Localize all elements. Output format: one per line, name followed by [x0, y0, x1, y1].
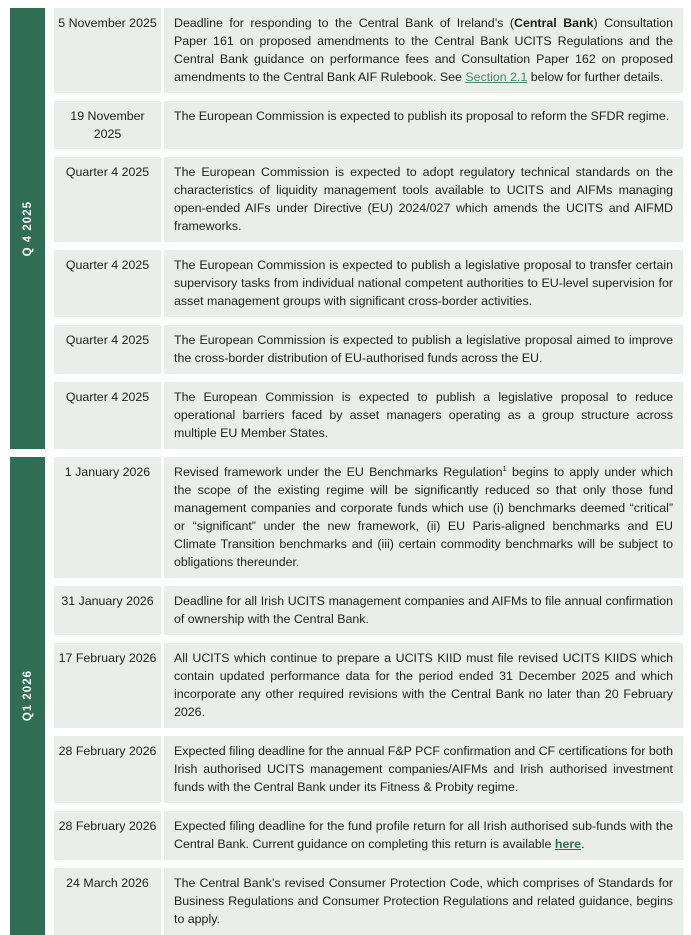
- inline-link[interactable]: here: [554, 837, 582, 851]
- quarter-group-q4-2025: [10, 8, 683, 449]
- row-description: Revised framework under the EU Benchmarks Regulation$^1$ begins to apply under which the scope of the existing regime will be significantly reduced so that only those fund management companies and corporate funds which use (i) benchmarks deemed “critical” or “significant” under the new framework, (ii) EU Paris-aligned benchmarks and EU Climate Transition benchmarks and (iii) certain commodity benchmarks will be subject to obligations thereunder.: [164, 457, 683, 578]
- row-date: Quarter 4 2025: [54, 382, 161, 449]
- timeline-row: [54, 8, 683, 93]
- quarter-bar-q1-2026: [10, 457, 45, 935]
- row-date: 28 February 2026: [54, 811, 161, 860]
- timeline-row: [54, 736, 683, 803]
- row-description: The European Commission is expected to publish a legislative proposal to transfer certain supervisory tasks from individual national competent authorities to EU-level supervision for asset management groups with significant cross-border activities.: [164, 250, 683, 317]
- row-date: 24 March 2026: [54, 868, 161, 935]
- row-date: 28 February 2026: [54, 736, 161, 803]
- row-description: The Central Bank’s revised Consumer Protection Code, which comprises of Standards for Business Regulations and Consumer Protection Regulations and related guidance, begins to apply.: [164, 868, 683, 935]
- quarter-bar-q4-2025: [10, 8, 45, 449]
- row-description: Deadline for responding to the Central Bank of Ireland’s (Central Bank) Consultation Paper 161 on proposed amendments to the Central Bank UCITS Regulations and the Central Bank guidance on performance fees and Consultation Paper 162 on proposed amendments to the Central Bank AIF Rulebook. See Section 2.1 below for further details.: [164, 8, 683, 93]
- row-description: Expected filing deadline for the annual F&P PCF confirmation and CF certifications for both Irish authorised UCITS management companies/AIFMs and Irish authorised investment funds with the Central Bank under its Fitness & Probity regime.: [164, 736, 683, 803]
- row-description: The European Commission is expected to publish a legislative proposal aimed to improve the cross-border distribution of EU-authorised funds across the EU.: [164, 325, 683, 374]
- row-date: 19 November 2025: [54, 101, 161, 149]
- footnote-marker: 1: [502, 463, 507, 473]
- row-description: The European Commission is expected to publish its proposal to reform the SFDR regime.: [164, 101, 683, 149]
- quarter-rows: [54, 8, 683, 449]
- row-description: The European Commission is expected to adopt regulatory technical standards on the characteristics of liquidity management tools available to UCITS and AIFMs managing open-ended AIFs under Directive (EU) 2024/027 which amends the UCITS and AIFMD frameworks.: [164, 157, 683, 242]
- timeline-row: [54, 868, 683, 935]
- row-date: Quarter 4 2025: [54, 325, 161, 374]
- timeline-row: [54, 250, 683, 317]
- timeline-row: [54, 643, 683, 728]
- timeline-row: [54, 457, 683, 578]
- bold-text: Central Bank: [514, 16, 594, 30]
- timeline-row: [54, 811, 683, 860]
- timeline-row: [54, 325, 683, 374]
- quarter-label: Q 4 2025: [21, 200, 34, 257]
- row-date: Quarter 4 2025: [54, 250, 161, 317]
- row-date: 5 November 2025: [54, 8, 161, 93]
- quarter-group-q1-2026: [10, 457, 683, 935]
- row-date: 1 January 2026: [54, 457, 161, 578]
- timeline-row: [54, 382, 683, 449]
- regulatory-timeline-table: [10, 8, 683, 935]
- row-description: Expected filing deadline for the fund profile return for all Irish authorised sub-funds with the Central Bank. Current guidance on completing this return is available here.: [164, 811, 683, 860]
- row-description: The European Commission is expected to publish a legislative proposal to reduce operational barriers faced by asset managers operating as a group structure across multiple EU Member States.: [164, 382, 683, 449]
- quarter-label: Q1 2026: [21, 670, 34, 722]
- timeline-row: [54, 586, 683, 635]
- quarter-rows: [54, 457, 683, 935]
- row-date: 17 February 2026: [54, 643, 161, 728]
- inline-link[interactable]: Section 2.1: [465, 70, 528, 84]
- timeline-row: [54, 157, 683, 242]
- timeline-row: [54, 101, 683, 149]
- row-date: Quarter 4 2025: [54, 157, 161, 242]
- row-description: All UCITS which continue to prepare a UCITS KIID must file revised UCITS KIIDS which contain updated performance data for the period ended 31 December 2025 and which incorporate any other required revisions with the Central Bank no later than 20 February 2026.: [164, 643, 683, 728]
- row-description: Deadline for all Irish UCITS management companies and AIFMs to file annual confirmation of ownership with the Central Bank.: [164, 586, 683, 635]
- row-date: 31 January 2026: [54, 586, 161, 635]
